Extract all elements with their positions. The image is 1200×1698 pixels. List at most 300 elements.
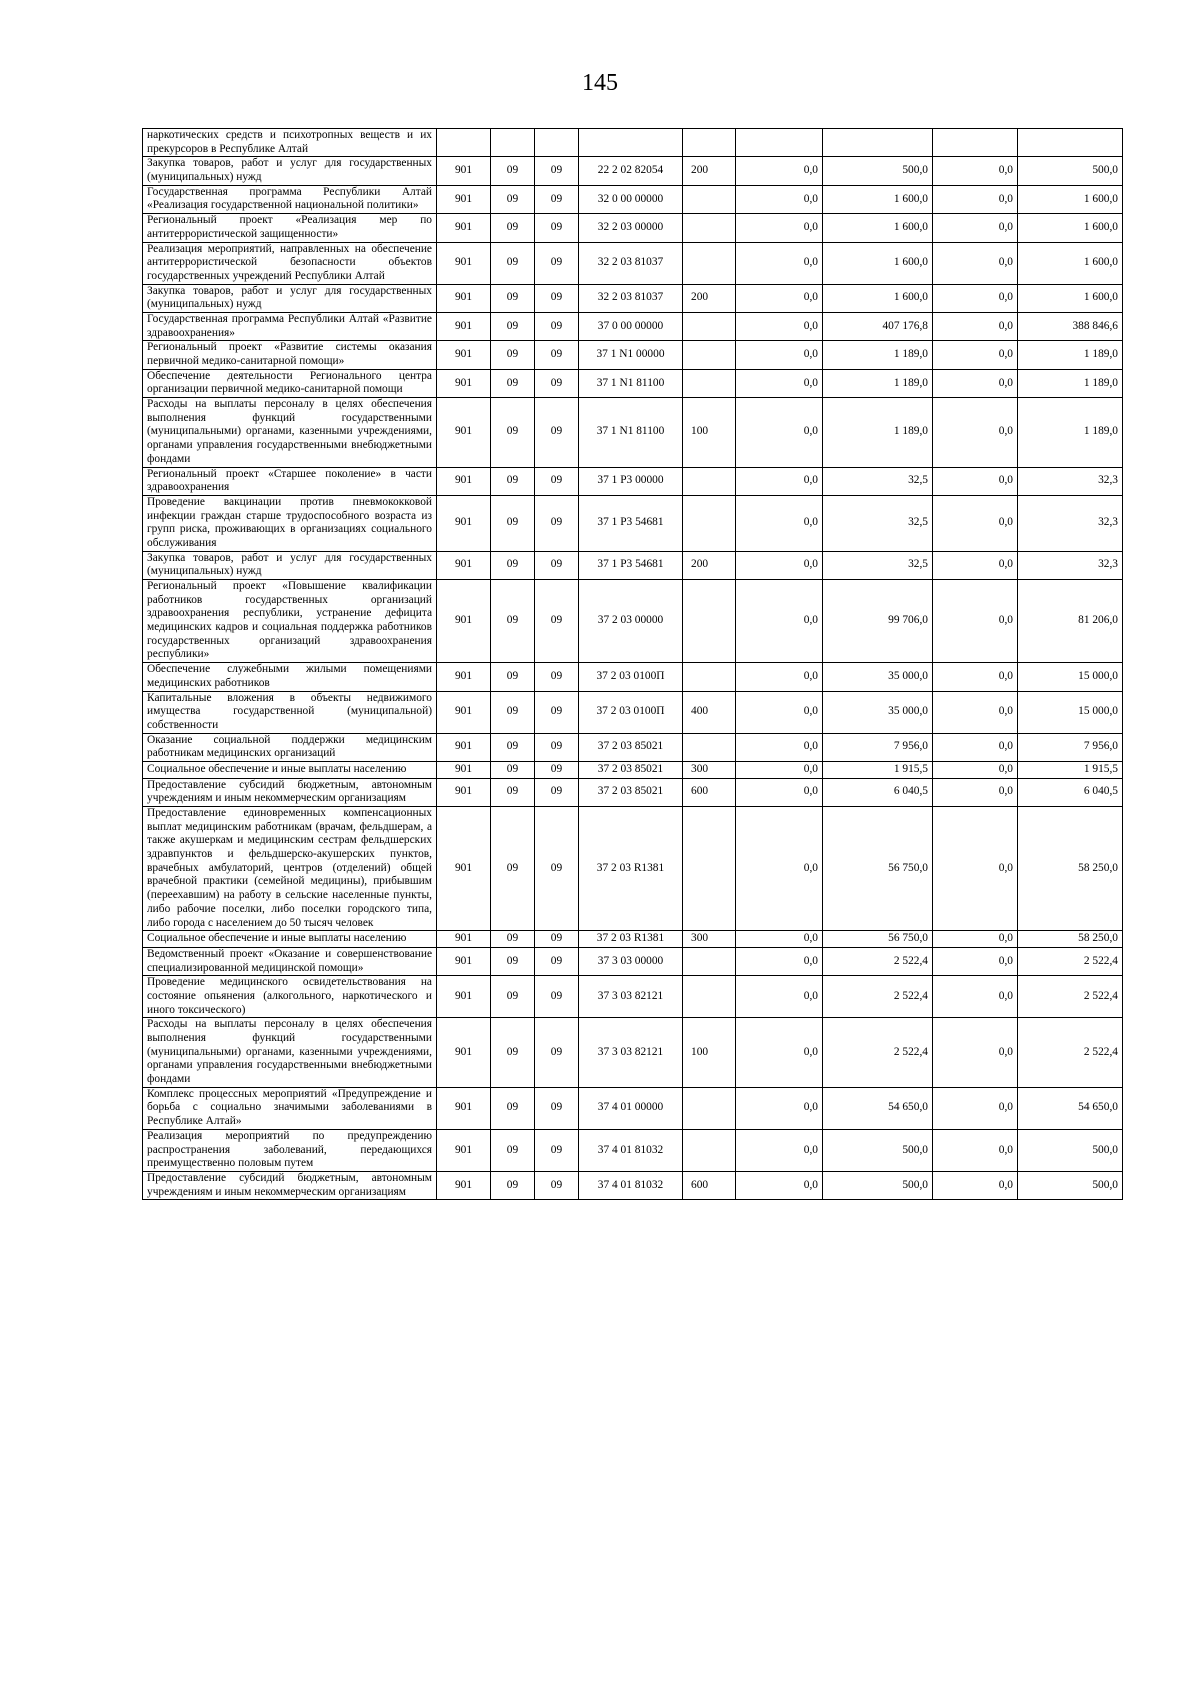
cell-section: 09 [491, 947, 535, 975]
cell-grbs: 901 [437, 761, 491, 778]
cell-grbs: 901 [437, 185, 491, 213]
cell-amount-3: 0,0 [933, 1018, 1018, 1087]
cell-amount-1: 0,0 [736, 369, 823, 397]
cell-amount-1: 0,0 [736, 398, 823, 467]
cell-amount-1: 0,0 [736, 1171, 823, 1199]
cell-expense-type [683, 341, 736, 369]
cell-grbs: 901 [437, 214, 491, 242]
cell-amount-1: 0,0 [736, 947, 823, 975]
cell-name: Проведение медицинского освидетельствования на состояние опьянения (алкогольного, наркотического и иного токсического) [143, 976, 437, 1018]
cell-amount-3: 0,0 [933, 1129, 1018, 1171]
cell-amount-2: 1 189,0 [823, 398, 933, 467]
cell-subsection: 09 [535, 214, 579, 242]
table-row [143, 1129, 1123, 1171]
cell-section: 09 [491, 467, 535, 495]
cell-amount-1: 0,0 [736, 580, 823, 663]
cell-target-article: 32 0 00 00000 [579, 185, 683, 213]
cell-amount-2: 407 176,8 [823, 312, 933, 340]
cell-grbs: 901 [437, 157, 491, 185]
cell-expense-type [683, 1087, 736, 1129]
cell-subsection: 09 [535, 495, 579, 551]
cell-subsection: 09 [535, 931, 579, 948]
cell-amount-2: 1 600,0 [823, 242, 933, 284]
cell-expense-type: 200 [683, 551, 736, 579]
cell-section: 09 [491, 551, 535, 579]
cell-amount-1: 0,0 [736, 1018, 823, 1087]
cell-target-article: 37 1 P3 54681 [579, 551, 683, 579]
cell-target-article: 37 1 P3 54681 [579, 495, 683, 551]
cell-amount-3 [933, 129, 1018, 157]
cell-amount-4: 2 522,4 [1018, 947, 1123, 975]
cell-amount-2: 6 040,5 [823, 778, 933, 806]
cell-amount-1 [736, 129, 823, 157]
cell-name: Социальное обеспечение и иные выплаты населению [143, 931, 437, 948]
cell-amount-4: 54 650,0 [1018, 1087, 1123, 1129]
cell-name: Государственная программа Республики Алтай «Развитие здравоохранения» [143, 312, 437, 340]
cell-section: 09 [491, 1129, 535, 1171]
cell-subsection: 09 [535, 580, 579, 663]
cell-target-article: 37 1 N1 00000 [579, 341, 683, 369]
cell-section: 09 [491, 761, 535, 778]
cell-amount-1: 0,0 [736, 931, 823, 948]
cell-amount-3: 0,0 [933, 369, 1018, 397]
cell-expense-type [683, 976, 736, 1018]
cell-section: 09 [491, 931, 535, 948]
table-row [143, 185, 1123, 213]
cell-amount-2: 500,0 [823, 1171, 933, 1199]
cell-amount-4: 6 040,5 [1018, 778, 1123, 806]
cell-amount-4 [1018, 129, 1123, 157]
cell-amount-1: 0,0 [736, 341, 823, 369]
cell-subsection [535, 129, 579, 157]
table-row [143, 580, 1123, 663]
cell-expense-type: 200 [683, 284, 736, 312]
cell-amount-4: 58 250,0 [1018, 931, 1123, 948]
budget-table [142, 128, 1123, 1200]
table-row [143, 157, 1123, 185]
cell-section: 09 [491, 495, 535, 551]
cell-amount-3: 0,0 [933, 551, 1018, 579]
table-row [143, 284, 1123, 312]
table-row [143, 129, 1123, 157]
cell-amount-1: 0,0 [736, 976, 823, 1018]
cell-amount-3: 0,0 [933, 1171, 1018, 1199]
cell-amount-4: 1 189,0 [1018, 398, 1123, 467]
cell-grbs: 901 [437, 733, 491, 761]
cell-grbs: 901 [437, 242, 491, 284]
cell-amount-3: 0,0 [933, 580, 1018, 663]
cell-amount-2: 2 522,4 [823, 1018, 933, 1087]
table-body [143, 129, 1123, 1200]
cell-amount-2: 7 956,0 [823, 733, 933, 761]
cell-expense-type: 100 [683, 398, 736, 467]
cell-amount-3: 0,0 [933, 467, 1018, 495]
table-row [143, 242, 1123, 284]
cell-amount-3: 0,0 [933, 495, 1018, 551]
cell-grbs: 901 [437, 976, 491, 1018]
page-number: 145 [582, 70, 618, 96]
cell-section: 09 [491, 185, 535, 213]
cell-section: 09 [491, 312, 535, 340]
cell-amount-4: 500,0 [1018, 157, 1123, 185]
cell-section: 09 [491, 976, 535, 1018]
cell-grbs: 901 [437, 580, 491, 663]
cell-section: 09 [491, 1087, 535, 1129]
cell-expense-type [683, 467, 736, 495]
cell-name: Реализация мероприятий по предупреждению распространения заболеваний, передающихся преимущественно половым путем [143, 1129, 437, 1171]
cell-amount-1: 0,0 [736, 242, 823, 284]
cell-amount-3: 0,0 [933, 312, 1018, 340]
cell-amount-1: 0,0 [736, 691, 823, 733]
cell-amount-4: 2 522,4 [1018, 976, 1123, 1018]
cell-subsection: 09 [535, 778, 579, 806]
cell-amount-4: 7 956,0 [1018, 733, 1123, 761]
cell-subsection: 09 [535, 284, 579, 312]
cell-amount-2: 1 600,0 [823, 185, 933, 213]
cell-subsection: 09 [535, 185, 579, 213]
cell-amount-4: 1 600,0 [1018, 214, 1123, 242]
cell-expense-type: 300 [683, 931, 736, 948]
cell-amount-2: 2 522,4 [823, 976, 933, 1018]
cell-expense-type: 200 [683, 157, 736, 185]
cell-target-article: 37 4 01 81032 [579, 1171, 683, 1199]
cell-amount-2: 32,5 [823, 495, 933, 551]
cell-subsection: 09 [535, 398, 579, 467]
cell-amount-2: 1 915,5 [823, 761, 933, 778]
cell-target-article: 37 4 01 81032 [579, 1129, 683, 1171]
cell-subsection: 09 [535, 341, 579, 369]
cell-expense-type: 600 [683, 1171, 736, 1199]
cell-grbs: 901 [437, 284, 491, 312]
cell-amount-3: 0,0 [933, 398, 1018, 467]
cell-target-article: 37 2 03 00000 [579, 580, 683, 663]
cell-amount-1: 0,0 [736, 1129, 823, 1171]
cell-name: Капитальные вложения в объекты недвижимого имущества государственной (муниципальной) собственности [143, 691, 437, 733]
table-row [143, 663, 1123, 691]
cell-section: 09 [491, 284, 535, 312]
cell-amount-1: 0,0 [736, 807, 823, 931]
cell-expense-type [683, 369, 736, 397]
cell-amount-4: 1 600,0 [1018, 185, 1123, 213]
cell-expense-type [683, 312, 736, 340]
cell-name: Предоставление субсидий бюджетным, автономным учреждениям и иным некоммерческим организациям [143, 778, 437, 806]
cell-section [491, 129, 535, 157]
cell-name: Комплекс процессных мероприятий «Предупреждение и борьба с социально значимыми заболеваниями в Республике Алтай» [143, 1087, 437, 1129]
cell-section: 09 [491, 580, 535, 663]
table-row [143, 733, 1123, 761]
cell-subsection: 09 [535, 157, 579, 185]
cell-amount-2: 2 522,4 [823, 947, 933, 975]
cell-amount-1: 0,0 [736, 778, 823, 806]
cell-target-article: 37 2 03 85021 [579, 778, 683, 806]
cell-grbs: 901 [437, 1087, 491, 1129]
cell-target-article: 37 2 03 0100П [579, 663, 683, 691]
cell-subsection: 09 [535, 733, 579, 761]
cell-target-article: 37 3 03 82121 [579, 1018, 683, 1087]
cell-name: Закупка товаров, работ и услуг для государственных (муниципальных) нужд [143, 551, 437, 579]
cell-amount-2: 500,0 [823, 1129, 933, 1171]
cell-grbs: 901 [437, 931, 491, 948]
cell-amount-4: 388 846,6 [1018, 312, 1123, 340]
cell-amount-2: 500,0 [823, 157, 933, 185]
cell-amount-3: 0,0 [933, 976, 1018, 1018]
cell-grbs [437, 129, 491, 157]
table-row [143, 551, 1123, 579]
cell-target-article: 37 2 03 R1381 [579, 807, 683, 931]
cell-amount-1: 0,0 [736, 312, 823, 340]
cell-subsection: 09 [535, 691, 579, 733]
cell-amount-3: 0,0 [933, 1087, 1018, 1129]
cell-name: Государственная программа Республики Алтай «Реализация государственной национальной политики» [143, 185, 437, 213]
cell-grbs: 901 [437, 312, 491, 340]
cell-grbs: 901 [437, 551, 491, 579]
cell-expense-type: 400 [683, 691, 736, 733]
cell-amount-2: 56 750,0 [823, 931, 933, 948]
cell-expense-type [683, 580, 736, 663]
cell-amount-3: 0,0 [933, 185, 1018, 213]
cell-amount-4: 58 250,0 [1018, 807, 1123, 931]
table-row [143, 1087, 1123, 1129]
table-row [143, 931, 1123, 948]
cell-grbs: 901 [437, 369, 491, 397]
cell-amount-3: 0,0 [933, 157, 1018, 185]
cell-name: Региональный проект «Повышение квалификации работников государственных организаций здравоохранения республики, устранение дефицита медицинских кадров и социальная поддержка работников государственных организаций здравоохранения республики» [143, 580, 437, 663]
cell-section: 09 [491, 214, 535, 242]
cell-target-article: 32 2 03 81037 [579, 242, 683, 284]
cell-amount-3: 0,0 [933, 691, 1018, 733]
cell-expense-type [683, 495, 736, 551]
cell-grbs: 901 [437, 691, 491, 733]
cell-grbs: 901 [437, 1129, 491, 1171]
cell-expense-type: 300 [683, 761, 736, 778]
cell-amount-1: 0,0 [736, 551, 823, 579]
cell-section: 09 [491, 733, 535, 761]
cell-amount-4: 500,0 [1018, 1129, 1123, 1171]
cell-grbs: 901 [437, 341, 491, 369]
cell-expense-type [683, 1129, 736, 1171]
cell-subsection: 09 [535, 312, 579, 340]
cell-section: 09 [491, 778, 535, 806]
cell-subsection: 09 [535, 663, 579, 691]
cell-amount-2: 1 189,0 [823, 341, 933, 369]
cell-target-article: 37 2 03 85021 [579, 761, 683, 778]
cell-amount-4: 500,0 [1018, 1171, 1123, 1199]
cell-name: Закупка товаров, работ и услуг для государственных (муниципальных) нужд [143, 157, 437, 185]
cell-target-article: 37 0 00 00000 [579, 312, 683, 340]
cell-target-article [579, 129, 683, 157]
cell-expense-type [683, 129, 736, 157]
cell-name: Расходы на выплаты персоналу в целях обеспечения выполнения функций государственными (муниципальными) органами, казенными учреждениями, органами управления государственными внебюджетными фондами [143, 398, 437, 467]
cell-grbs: 901 [437, 398, 491, 467]
cell-name: Обеспечение служебными жилыми помещениями медицинских работников [143, 663, 437, 691]
table-row [143, 312, 1123, 340]
cell-section: 09 [491, 663, 535, 691]
table-row [143, 691, 1123, 733]
cell-amount-2: 35 000,0 [823, 663, 933, 691]
cell-name: Расходы на выплаты персоналу в целях обеспечения выполнения функций государственными (муниципальными) органами, казенными учреждениями, органами управления государственными внебюджетными фондами [143, 1018, 437, 1087]
cell-target-article: 37 3 03 82121 [579, 976, 683, 1018]
cell-target-article: 32 2 03 00000 [579, 214, 683, 242]
cell-amount-1: 0,0 [736, 467, 823, 495]
table-row [143, 341, 1123, 369]
cell-section: 09 [491, 369, 535, 397]
cell-amount-4: 1 600,0 [1018, 284, 1123, 312]
cell-grbs: 901 [437, 495, 491, 551]
table-row [143, 467, 1123, 495]
cell-subsection: 09 [535, 551, 579, 579]
cell-target-article: 37 2 03 85021 [579, 733, 683, 761]
cell-grbs: 901 [437, 467, 491, 495]
cell-section: 09 [491, 242, 535, 284]
cell-target-article: 37 2 03 R1381 [579, 931, 683, 948]
cell-subsection: 09 [535, 1129, 579, 1171]
cell-amount-1: 0,0 [736, 185, 823, 213]
cell-amount-2: 1 600,0 [823, 214, 933, 242]
cell-amount-2: 99 706,0 [823, 580, 933, 663]
table-row [143, 947, 1123, 975]
cell-amount-1: 0,0 [736, 284, 823, 312]
cell-grbs: 901 [437, 778, 491, 806]
cell-amount-4: 15 000,0 [1018, 691, 1123, 733]
cell-amount-1: 0,0 [736, 663, 823, 691]
cell-subsection: 09 [535, 1018, 579, 1087]
cell-name: наркотических средств и психотропных веществ и их прекурсоров в Республике Алтай [143, 129, 437, 157]
cell-grbs: 901 [437, 807, 491, 931]
cell-amount-2: 56 750,0 [823, 807, 933, 931]
cell-amount-4: 32,3 [1018, 467, 1123, 495]
cell-name: Предоставление единовременных компенсационных выплат медицинским работникам (врачам, фельдшерам, а также акушеркам и медицинским сестрам фельдшерских здравпунктов и фельдшерско-акушерских пунктов, врачебных амбулаторий, центров (отделений) общей врачебной практики (семейной медицины), прибывшим (переехавшим) на работу в сельские населенные пункты, либо рабочие поселки, либо поселки городского типа, либо города с населением до 50 тысяч человек [143, 807, 437, 931]
table-row [143, 778, 1123, 806]
cell-target-article: 37 4 01 00000 [579, 1087, 683, 1129]
cell-amount-1: 0,0 [736, 733, 823, 761]
cell-amount-3: 0,0 [933, 214, 1018, 242]
cell-expense-type: 100 [683, 1018, 736, 1087]
cell-grbs: 901 [437, 663, 491, 691]
cell-subsection: 09 [535, 467, 579, 495]
cell-name: Региональный проект «Старшее поколение» в части здравоохранения [143, 467, 437, 495]
cell-amount-3: 0,0 [933, 341, 1018, 369]
cell-amount-2: 1 189,0 [823, 369, 933, 397]
cell-amount-2: 32,5 [823, 467, 933, 495]
cell-amount-3: 0,0 [933, 761, 1018, 778]
cell-expense-type [683, 214, 736, 242]
cell-amount-3: 0,0 [933, 284, 1018, 312]
cell-subsection: 09 [535, 976, 579, 1018]
cell-amount-3: 0,0 [933, 807, 1018, 931]
cell-expense-type [683, 663, 736, 691]
cell-name: Реализация мероприятий, направленных на обеспечение антитеррористической безопасности объектов государственных учреждений Республики Алтай [143, 242, 437, 284]
cell-amount-4: 1 915,5 [1018, 761, 1123, 778]
cell-section: 09 [491, 341, 535, 369]
cell-name: Закупка товаров, работ и услуг для государственных (муниципальных) нужд [143, 284, 437, 312]
cell-amount-4: 1 600,0 [1018, 242, 1123, 284]
cell-target-article: 22 2 02 82054 [579, 157, 683, 185]
cell-name: Обеспечение деятельности Регионального центра организации первичной медико-санитарной помощи [143, 369, 437, 397]
cell-section: 09 [491, 691, 535, 733]
cell-amount-3: 0,0 [933, 663, 1018, 691]
cell-amount-4: 1 189,0 [1018, 369, 1123, 397]
cell-subsection: 09 [535, 1171, 579, 1199]
cell-name: Проведение вакцинации против пневмококковой инфекции граждан старше трудоспособного возраста из групп риска, проживающих в организациях социального обслуживания [143, 495, 437, 551]
cell-amount-2: 54 650,0 [823, 1087, 933, 1129]
cell-amount-1: 0,0 [736, 214, 823, 242]
cell-name: Оказание социальной поддержки медицинским работникам медицинских организаций [143, 733, 437, 761]
cell-subsection: 09 [535, 1087, 579, 1129]
cell-expense-type [683, 947, 736, 975]
table-row [143, 369, 1123, 397]
cell-subsection: 09 [535, 761, 579, 778]
cell-expense-type: 600 [683, 778, 736, 806]
cell-amount-3: 0,0 [933, 733, 1018, 761]
cell-amount-4: 1 189,0 [1018, 341, 1123, 369]
cell-expense-type [683, 242, 736, 284]
cell-subsection: 09 [535, 242, 579, 284]
table-row [143, 1018, 1123, 1087]
cell-amount-3: 0,0 [933, 242, 1018, 284]
cell-target-article: 37 2 03 0100П [579, 691, 683, 733]
cell-amount-4: 2 522,4 [1018, 1018, 1123, 1087]
cell-grbs: 901 [437, 947, 491, 975]
cell-name: Региональный проект «Реализация мер по антитеррористической защищенности» [143, 214, 437, 242]
cell-name: Предоставление субсидий бюджетным, автономным учреждениям и иным некоммерческим организациям [143, 1171, 437, 1199]
cell-subsection: 09 [535, 807, 579, 931]
cell-amount-2: 1 600,0 [823, 284, 933, 312]
cell-name: Социальное обеспечение и иные выплаты населению [143, 761, 437, 778]
cell-subsection: 09 [535, 947, 579, 975]
cell-target-article: 37 1 N1 81100 [579, 369, 683, 397]
cell-expense-type [683, 807, 736, 931]
cell-amount-1: 0,0 [736, 761, 823, 778]
cell-amount-4: 15 000,0 [1018, 663, 1123, 691]
cell-amount-2: 35 000,0 [823, 691, 933, 733]
table-row [143, 807, 1123, 931]
cell-subsection: 09 [535, 369, 579, 397]
cell-amount-4: 32,3 [1018, 551, 1123, 579]
cell-target-article: 32 2 03 81037 [579, 284, 683, 312]
cell-amount-3: 0,0 [933, 947, 1018, 975]
table-row [143, 761, 1123, 778]
cell-target-article: 37 1 P3 00000 [579, 467, 683, 495]
cell-section: 09 [491, 398, 535, 467]
cell-section: 09 [491, 1018, 535, 1087]
cell-amount-4: 32,3 [1018, 495, 1123, 551]
cell-grbs: 901 [437, 1018, 491, 1087]
table-row [143, 1171, 1123, 1199]
cell-expense-type [683, 185, 736, 213]
cell-name: Региональный проект «Развитие системы оказания первичной медико-санитарной помощи» [143, 341, 437, 369]
cell-grbs: 901 [437, 1171, 491, 1199]
cell-amount-1: 0,0 [736, 157, 823, 185]
table-row [143, 495, 1123, 551]
cell-amount-1: 0,0 [736, 1087, 823, 1129]
cell-section: 09 [491, 807, 535, 931]
cell-amount-2: 32,5 [823, 551, 933, 579]
table-row [143, 976, 1123, 1018]
table-row [143, 214, 1123, 242]
cell-amount-4: 81 206,0 [1018, 580, 1123, 663]
cell-amount-2 [823, 129, 933, 157]
cell-amount-1: 0,0 [736, 495, 823, 551]
cell-amount-3: 0,0 [933, 931, 1018, 948]
cell-amount-3: 0,0 [933, 778, 1018, 806]
cell-section: 09 [491, 157, 535, 185]
cell-name: Ведомственный проект «Оказание и совершенствование специализированной медицинской помощи» [143, 947, 437, 975]
cell-section: 09 [491, 1171, 535, 1199]
cell-target-article: 37 3 03 00000 [579, 947, 683, 975]
cell-expense-type [683, 733, 736, 761]
cell-target-article: 37 1 N1 81100 [579, 398, 683, 467]
table-row [143, 398, 1123, 467]
